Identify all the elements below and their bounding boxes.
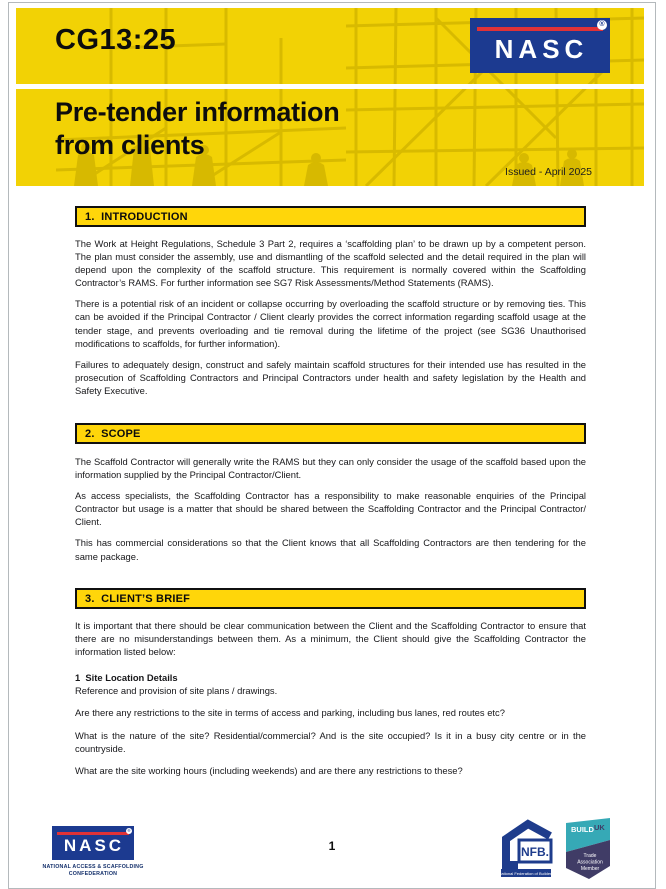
paragraph: Failures to adequately design, construct and safely maintain scaffold structures for their intended use has resulted in the prosecution of Scaffolding Contractors and Principal Contractors under health and safety legislation by the Health and Safety Executive. [75, 358, 586, 396]
paragraph: It is important that there should be clear communication between the Client and the Scaffolding Contractor to ensure that there are no misunderstandings between them. As a minimum, the Client should give the Scaffolding Contractor the information listed below: [75, 620, 586, 658]
paragraph: There is a potential risk of an incident or collapse occurring by overloading the scaffold structure or by removing ties. This can be avoided if the Principal Contractor / Client clearly provides the correct information regarding scaffold usage at the tender stage, and prevents overloading and tie removal during the lifetime of the project (see SG36 Unauthorised modifications to scaffolds, for further information). [75, 298, 586, 349]
issued-date: Issued - April 2025 [505, 166, 592, 178]
nasc-logo [470, 18, 610, 73]
header-band-divider [16, 84, 644, 89]
registered-trademark-icon: ® [597, 20, 607, 30]
section-introduction-body [75, 237, 586, 405]
paragraph: What are the site working hours (including weekends) and are there any restrictions to these? [75, 764, 463, 776]
nasc-caption-line2: CONFEDERATION [68, 870, 118, 877]
paragraph: Are there any restrictions to the site in terms of access and parking, including bus lanes, red routes etc? [75, 707, 505, 719]
registered-trademark-icon: ® [127, 828, 131, 833]
document-page [8, 2, 656, 889]
builduk-member-line1: Trade [583, 853, 597, 859]
paragraph: The Scaffold Contractor will generally write the RAMS but they can only consider the usage of the scaffold based upon the information supplied by the Principal Contractor/Client. [75, 456, 586, 481]
section-heading-label: 3. CLIENT’S BRIEF [85, 592, 191, 605]
paragraph: The Work at Height Regulations, Schedule 3 Part 2, requires a ‘scaffolding plan’ to be drawn up by a competent person. The plan must consider the assembly, use and dismantling of the scaffold selected and the detail required in the plan will depend upon the complexity of the scaffold structure. This requirement is normally covered within the Scaffolding Contractor’s RAMS. For further information see SG7 Risk Assessments/Method Statements (RAMS). [75, 238, 586, 289]
nasc-footer-logo [52, 826, 134, 860]
page-title-line1: Pre-tender information [55, 97, 340, 127]
builduk-member-line3: Member [580, 866, 600, 872]
header-banner [16, 8, 644, 186]
builduk-word-uk: UK [594, 823, 605, 832]
page-number: 1 [328, 839, 336, 853]
subsection-heading: 1 Site Location Details [75, 672, 178, 684]
nasc-logo-wordmark: NASC [494, 34, 589, 64]
paragraph: As access specialists, the Scaffolding Contractor has a responsibility to make reasonable enquiries of the Principal Contractor but usage is a matter that should be shared between the Scaffolding Contractor and the Principal Contractor/ Client. [75, 490, 586, 528]
paragraph: What is the nature of the site? Residential/commercial? And is the site occupied? Is it in a busy city centre or in the countryside. [75, 729, 586, 754]
page-title-line2: from clients [55, 130, 205, 160]
nasc-logo-red-stripe [477, 27, 603, 31]
builduk-logo [565, 817, 611, 881]
section-heading-clients-brief [75, 588, 586, 609]
section-scope-body [75, 455, 586, 571]
section-clients-brief-body [75, 619, 586, 786]
section-heading-label: 2. SCOPE [85, 427, 141, 440]
nfb-caption: National Federation of Builders [498, 870, 554, 876]
nfb-wordmark: NFB. [521, 845, 549, 859]
nasc-footer-caption [38, 864, 148, 877]
subsection-note: Reference and provision of site plans / drawings. [75, 685, 278, 697]
nasc-logo-wordmark: NASC [63, 836, 125, 855]
builduk-member-line2: Association [577, 859, 603, 866]
nasc-logo-red-stripe [57, 832, 129, 835]
nasc-caption-line1: NATIONAL ACCESS & SCAFFOLDING [42, 864, 144, 870]
builduk-word-build: BUILD [571, 825, 594, 834]
section-heading-label: 1. INTRODUCTION [85, 210, 188, 223]
section-heading-scope [75, 423, 586, 444]
nfb-logo [498, 819, 554, 879]
page-title [55, 96, 339, 162]
document-code: CG13:25 [55, 24, 177, 56]
paragraph: This has commercial considerations so that the Client knows that all Scaffolding Contractors are then tendering for the same package. [75, 537, 586, 562]
section-heading-introduction [75, 206, 586, 227]
